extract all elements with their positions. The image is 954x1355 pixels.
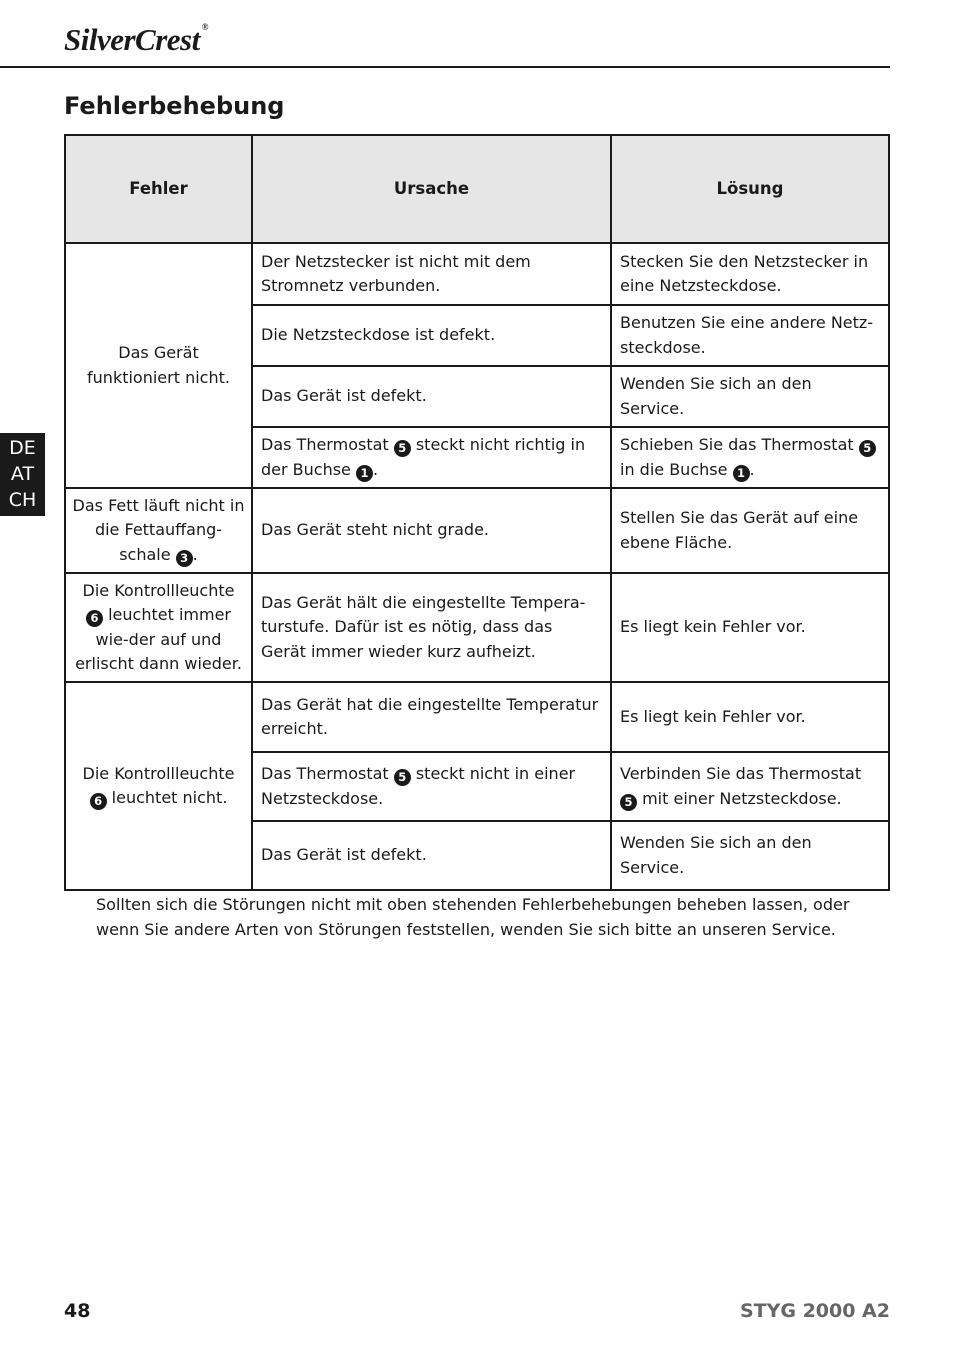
loesung-cell: Es liegt kein Fehler vor. <box>611 682 889 752</box>
fehler-cell <box>65 573 252 682</box>
text-part: in die Buchse <box>620 459 733 479</box>
loesung-cell: Wenden Sie sich an den Service. <box>611 821 889 890</box>
loesung-cell: Es liegt kein Fehler vor. <box>611 573 889 682</box>
header-fehler: Fehler <box>65 135 252 243</box>
text-part: Das Thermostat <box>261 435 394 454</box>
loesung-cell: Benutzen Sie eine andere Netz-steckdose. <box>611 305 889 366</box>
ursache-cell: Das Gerät ist defekt. <box>252 821 611 890</box>
part-number-circle: 6 <box>90 793 107 810</box>
text-part: Das Thermostat <box>261 764 394 783</box>
text-part: Die Kontrollleuchte <box>82 580 235 600</box>
header-divider <box>0 66 890 68</box>
text-part: Verbinden Sie das Thermostat <box>620 764 862 783</box>
model-number: STYG 2000 A2 <box>739 1300 890 1322</box>
loesung-cell: Wenden Sie sich an den Service. <box>611 366 889 427</box>
text-part: leuchtet nicht. <box>106 788 228 807</box>
part-number-circle: 1 <box>356 465 373 482</box>
ursache-cell <box>252 752 611 821</box>
part-number-circle: 3 <box>176 550 193 567</box>
ursache-cell: Das Gerät ist defekt. <box>252 366 611 427</box>
part-number-circle: 5 <box>394 769 411 786</box>
fehler-cell <box>65 488 252 573</box>
ursache-cell <box>252 427 611 488</box>
table-header-row <box>65 135 889 243</box>
language-tab-at: AT <box>10 463 35 485</box>
part-number-circle: 1 <box>733 465 750 482</box>
text-part: leuchtet immer wie-der auf und erlischt dann wieder. <box>75 605 242 673</box>
registered-mark: ® <box>201 22 208 32</box>
ursache-cell: Das Gerät steht nicht grade. <box>252 488 611 573</box>
text-part: Die Kontrollleuchte <box>82 763 235 783</box>
loesung-cell <box>611 752 889 821</box>
brand-logo <box>64 22 208 58</box>
part-number-circle: 5 <box>859 440 876 457</box>
text-part: steckt nicht richtig in der Buchse <box>261 435 586 479</box>
troubleshooting-table <box>64 134 890 891</box>
text-part: Schieben Sie das Thermostat <box>620 435 859 454</box>
ursache-cell: Das Gerät hält die eingestellte Tempera-turstufe. Dafür ist es nötig, dass das Gerät immer wieder kurz aufheizt. <box>252 573 611 682</box>
loesung-cell <box>611 427 889 488</box>
ursache-cell: Die Netzsteckdose ist defekt. <box>252 305 611 366</box>
page-title: Fehlerbehebung <box>64 92 285 120</box>
table-row <box>65 573 889 682</box>
text-part: . <box>372 459 379 479</box>
page-number: 48 <box>64 1300 91 1322</box>
language-tab <box>0 433 45 516</box>
loesung-cell: Stellen Sie das Gerät auf eine ebene Fläche. <box>611 488 889 573</box>
table-row <box>65 488 889 573</box>
text-part: mit einer Netzsteckdose. <box>637 788 842 808</box>
language-tab-ch: CH <box>8 489 37 511</box>
ursache-cell: Der Netzstecker ist nicht mit dem Stromnetz verbunden. <box>252 243 611 305</box>
fehler-cell: Das Gerät funktioniert nicht. <box>65 243 252 488</box>
part-number-circle: 5 <box>620 794 637 811</box>
table-row <box>65 682 889 752</box>
text-part: . <box>192 544 198 564</box>
text-part: Das Fett läuft nicht in die Fettauffang-schale <box>72 495 245 564</box>
part-number-circle: 6 <box>86 610 103 627</box>
text-part: steckt nicht in einer Netzsteckdose. <box>261 764 576 808</box>
ursache-cell: Das Gerät hat die eingestellte Temperatur erreicht. <box>252 682 611 752</box>
brand-name: SilverCrest <box>64 22 200 57</box>
service-note: Sollten sich die Störungen nicht mit oben stehenden Fehlerbehebungen beheben lassen, oder wenn Sie andere Arten von Störungen feststellen, wenden Sie sich bitte an unseren Service. <box>96 895 850 939</box>
header-loesung: Lösung <box>611 135 889 243</box>
loesung-cell: Stecken Sie den Netzstecker in eine Netzsteckdose. <box>611 243 889 305</box>
part-number-circle: 5 <box>394 440 411 457</box>
table-row <box>65 243 889 305</box>
header-ursache: Ursache <box>252 135 611 243</box>
fehler-cell <box>65 682 252 890</box>
language-tab-de: DE <box>9 437 36 459</box>
text-part: . <box>749 459 755 479</box>
